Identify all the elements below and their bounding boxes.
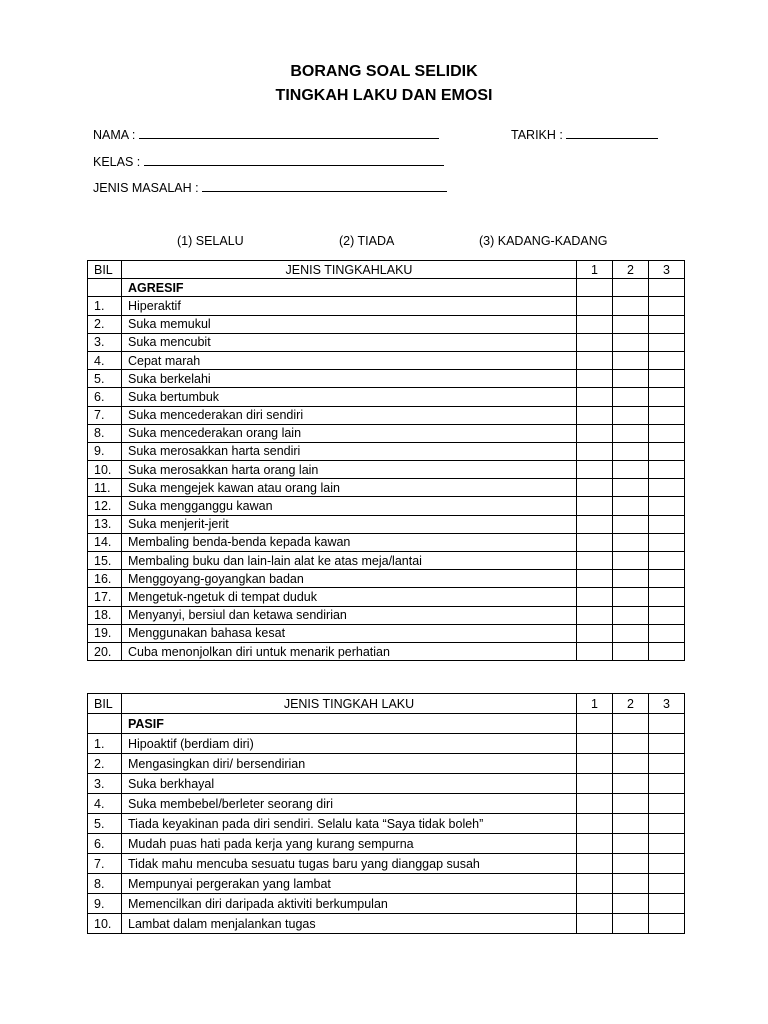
rating-cell-1[interactable] — [577, 515, 613, 533]
row-number: 1. — [88, 297, 122, 315]
rating-cell[interactable] — [613, 714, 649, 734]
rating-cell-2[interactable] — [613, 442, 649, 460]
row-number: 3. — [88, 774, 122, 794]
rating-cell-2[interactable] — [613, 370, 649, 388]
rating-cell-1[interactable] — [577, 606, 613, 624]
rating-cell-1[interactable] — [577, 794, 613, 814]
col-1-header: 1 — [577, 261, 613, 279]
rating-cell-2[interactable] — [613, 894, 649, 914]
row-number: 9. — [88, 894, 122, 914]
table-row — [88, 774, 685, 794]
rating-cell-1[interactable] — [577, 588, 613, 606]
table-row — [88, 834, 685, 854]
form-title: BORANG SOAL SELIDIK — [290, 63, 478, 80]
table-row — [88, 370, 685, 388]
rating-cell-3[interactable] — [649, 442, 685, 460]
rating-cell-3[interactable] — [649, 406, 685, 424]
rating-cell-2[interactable] — [613, 834, 649, 854]
row-number: 17. — [88, 588, 122, 606]
section-row — [88, 279, 685, 297]
behaviour-label: Hiperaktif — [122, 297, 577, 315]
rating-cell-1[interactable] — [577, 351, 613, 369]
col-jenis-header: JENIS TINGKAHLAKU — [122, 261, 577, 279]
rating-cell-3[interactable] — [649, 814, 685, 834]
table-row — [88, 442, 685, 460]
rating-cell-1[interactable] — [577, 914, 613, 934]
behaviour-label: Suka mencederakan diri sendiri — [122, 406, 577, 424]
rating-cell-3[interactable] — [649, 461, 685, 479]
rating-cell-2[interactable] — [613, 461, 649, 479]
rating-cell-1[interactable] — [577, 814, 613, 834]
rating-cell-3[interactable] — [649, 424, 685, 442]
behaviour-label: Suka menjerit-jerit — [122, 515, 577, 533]
rating-cell-3[interactable] — [649, 533, 685, 551]
rating-cell-2[interactable] — [613, 814, 649, 834]
tarikh-label: TARIKH : — [511, 128, 563, 142]
row-number: 5. — [88, 814, 122, 834]
table-row — [88, 642, 685, 660]
rating-cell-3[interactable] — [649, 552, 685, 570]
rating-cell-3[interactable] — [649, 479, 685, 497]
rating-cell-2[interactable] — [613, 606, 649, 624]
rating-cell-2[interactable] — [613, 333, 649, 351]
behaviour-label: Cuba menonjolkan diri untuk menarik perhatian — [122, 642, 577, 660]
rating-cell-3[interactable] — [649, 834, 685, 854]
table-row — [88, 424, 685, 442]
rating-cell-3[interactable] — [649, 624, 685, 642]
behaviour-label: Lambat dalam menjalankan tugas — [122, 914, 577, 934]
row-number: 9. — [88, 442, 122, 460]
section-agresif: AGRESIF — [122, 279, 577, 297]
behaviour-label: Menyanyi, bersiul dan ketawa sendirian — [122, 606, 577, 624]
kelas-input-line[interactable] — [144, 154, 444, 166]
rating-cell-2[interactable] — [613, 297, 649, 315]
rating-cell-3[interactable] — [649, 388, 685, 406]
table-row — [88, 497, 685, 515]
rating-cell-3[interactable] — [649, 297, 685, 315]
row-number: 11. — [88, 479, 122, 497]
rating-cell-1[interactable] — [577, 442, 613, 460]
row-number: 1. — [88, 734, 122, 754]
table-row — [88, 479, 685, 497]
rating-cell-1[interactable] — [577, 854, 613, 874]
col-2-header: 2 — [613, 261, 649, 279]
row-number: 6. — [88, 388, 122, 406]
rating-cell-2[interactable] — [613, 794, 649, 814]
rating-cell-3[interactable] — [649, 874, 685, 894]
rating-cell-2[interactable] — [613, 874, 649, 894]
rating-cell-2[interactable] — [613, 315, 649, 333]
behaviour-label: Suka mengganggu kawan — [122, 497, 577, 515]
nama-field — [93, 127, 439, 142]
rating-cell-3[interactable] — [649, 370, 685, 388]
rating-cell-2[interactable] — [613, 388, 649, 406]
row-number: 7. — [88, 406, 122, 424]
nama-input-line[interactable] — [139, 127, 439, 139]
rating-cell-1[interactable] — [577, 533, 613, 551]
rating-cell[interactable] — [577, 714, 613, 734]
col-bil-header: BIL — [88, 694, 122, 714]
table-row — [88, 315, 685, 333]
section-row — [88, 714, 685, 734]
rating-cell-2[interactable] — [613, 515, 649, 533]
behaviour-label: Tidak mahu mencuba sesuatu tugas baru yang dianggap susah — [122, 854, 577, 874]
rating-cell-2[interactable] — [613, 351, 649, 369]
rating-cell-2[interactable] — [613, 774, 649, 794]
rating-cell[interactable] — [649, 279, 685, 297]
rating-cell-1[interactable] — [577, 479, 613, 497]
behaviour-label: Suka berkhayal — [122, 774, 577, 794]
row-number: 4. — [88, 351, 122, 369]
rating-cell-3[interactable] — [649, 333, 685, 351]
row-number: 8. — [88, 874, 122, 894]
behaviour-label: Menggunakan bahasa kesat — [122, 624, 577, 642]
rating-cell-3[interactable] — [649, 734, 685, 754]
rating-cell-3[interactable] — [649, 914, 685, 934]
rating-cell-2[interactable] — [613, 552, 649, 570]
rating-cell[interactable] — [613, 279, 649, 297]
rating-cell-1[interactable] — [577, 370, 613, 388]
rating-cell-1[interactable] — [577, 834, 613, 854]
tarikh-input-line[interactable] — [566, 127, 658, 139]
rating-cell-3[interactable] — [649, 351, 685, 369]
behaviour-label: Suka mengejek kawan atau orang lain — [122, 479, 577, 497]
rating-cell-2[interactable] — [613, 854, 649, 874]
row-number: 15. — [88, 552, 122, 570]
col-2-header: 2 — [613, 694, 649, 714]
behaviour-label: Mudah puas hati pada kerja yang kurang sempurna — [122, 834, 577, 854]
rating-cell-2[interactable] — [613, 533, 649, 551]
rating-cell-3[interactable] — [649, 894, 685, 914]
table-row — [88, 515, 685, 533]
col-3-header: 3 — [649, 694, 685, 714]
rating-cell-3[interactable] — [649, 754, 685, 774]
row-number: 10. — [88, 461, 122, 479]
rating-cell-2[interactable] — [613, 479, 649, 497]
behaviour-label: Suka berkelahi — [122, 370, 577, 388]
table-row — [88, 588, 685, 606]
row-number: 7. — [88, 854, 122, 874]
table-row — [88, 533, 685, 551]
rating-cell-3[interactable] — [649, 497, 685, 515]
rating-cell-3[interactable] — [649, 774, 685, 794]
rating-cell-1[interactable] — [577, 552, 613, 570]
kelas-field — [93, 154, 444, 169]
rating-cell-1[interactable] — [577, 874, 613, 894]
table-header-row — [88, 261, 685, 279]
legend-selalu: (1) SELALU — [177, 234, 244, 248]
behaviour-label: Membaling buku dan lain-lain alat ke atas meja/lantai — [122, 552, 577, 570]
rating-cell-1[interactable] — [577, 570, 613, 588]
rating-cell-3[interactable] — [649, 642, 685, 660]
behaviour-label: Mengetuk-ngetuk di tempat duduk — [122, 588, 577, 606]
table-row — [88, 406, 685, 424]
behaviour-label: Suka membebel/berleter seorang diri — [122, 794, 577, 814]
legend-kadang-kadang: (3) KADANG-KADANG — [479, 234, 608, 248]
rating-cell[interactable] — [649, 714, 685, 734]
behaviour-label: Suka merosakkan harta orang lain — [122, 461, 577, 479]
table-row — [88, 874, 685, 894]
row-number: 5. — [88, 370, 122, 388]
legend-tiada: (2) TIADA — [339, 234, 395, 248]
rating-cell-2[interactable] — [613, 642, 649, 660]
table-row — [88, 814, 685, 834]
rating-cell-3[interactable] — [649, 606, 685, 624]
rating-cell-1[interactable] — [577, 424, 613, 442]
behaviour-label: Suka mencubit — [122, 333, 577, 351]
row-number: 6. — [88, 834, 122, 854]
nama-label: NAMA : — [93, 128, 136, 142]
table-row — [88, 794, 685, 814]
rating-cell-1[interactable] — [577, 894, 613, 914]
rating-cell-3[interactable] — [649, 588, 685, 606]
behaviour-label: Menggoyang-goyangkan badan — [122, 570, 577, 588]
row-number: 10. — [88, 914, 122, 934]
section-pasif: PASIF — [122, 714, 577, 734]
rating-cell-1[interactable] — [577, 315, 613, 333]
row-number: 14. — [88, 533, 122, 551]
rating-cell-2[interactable] — [613, 406, 649, 424]
behaviour-label: Mempunyai pergerakan yang lambat — [122, 874, 577, 894]
row-number: 19. — [88, 624, 122, 642]
rating-cell-2[interactable] — [613, 424, 649, 442]
rating-cell-2[interactable] — [613, 754, 649, 774]
table-row — [88, 624, 685, 642]
row-number: 20. — [88, 642, 122, 660]
rating-cell-2[interactable] — [613, 570, 649, 588]
rating-cell-2[interactable] — [613, 734, 649, 754]
table-row — [88, 570, 685, 588]
jenis-masalah-field — [93, 180, 447, 195]
behaviour-label: Suka mencederakan orang lain — [122, 424, 577, 442]
table-row — [88, 461, 685, 479]
behaviour-label: Memencilkan diri daripada aktiviti berkumpulan — [122, 894, 577, 914]
behaviour-label: Mengasingkan diri/ bersendirian — [122, 754, 577, 774]
table-row — [88, 854, 685, 874]
table-row — [88, 734, 685, 754]
rating-cell-3[interactable] — [649, 794, 685, 814]
rating-cell-3[interactable] — [649, 315, 685, 333]
table-row — [88, 297, 685, 315]
behaviour-label: Suka memukul — [122, 315, 577, 333]
rating-cell-2[interactable] — [613, 588, 649, 606]
form-subtitle: TINGKAH LAKU DAN EMOSI — [275, 87, 493, 104]
rating-cell-1[interactable] — [577, 406, 613, 424]
rating-cell-1[interactable] — [577, 642, 613, 660]
row-number: 18. — [88, 606, 122, 624]
behaviour-label: Cepat marah — [122, 351, 577, 369]
kelas-label: KELAS : — [93, 155, 141, 169]
row-number: 16. — [88, 570, 122, 588]
behaviour-label: Hipoaktif (berdiam diri) — [122, 734, 577, 754]
row-number: 2. — [88, 315, 122, 333]
table-row — [88, 351, 685, 369]
row-number: 3. — [88, 333, 122, 351]
table-row — [88, 754, 685, 774]
rating-cell-1[interactable] — [577, 333, 613, 351]
behaviour-label: Suka merosakkan harta sendiri — [122, 442, 577, 460]
rating-cell-1[interactable] — [577, 774, 613, 794]
jenis-masalah-label: JENIS MASALAH : — [93, 181, 199, 195]
table-row — [88, 894, 685, 914]
col-bil-header: BIL — [88, 261, 122, 279]
rating-cell-1[interactable] — [577, 734, 613, 754]
row-number: 8. — [88, 424, 122, 442]
table-header-row — [88, 694, 685, 714]
rating-cell-3[interactable] — [649, 570, 685, 588]
row-number: 12. — [88, 497, 122, 515]
rating-cell-2[interactable] — [613, 624, 649, 642]
table-row — [88, 606, 685, 624]
col-1-header: 1 — [577, 694, 613, 714]
col-jenis-header: JENIS TINGKAH LAKU — [122, 694, 577, 714]
rating-cell-1[interactable] — [577, 461, 613, 479]
jenis-masalah-input-line[interactable] — [202, 180, 447, 192]
behaviour-label: Tiada keyakinan pada diri sendiri. Selalu kata “Saya tidak boleh” — [122, 814, 577, 834]
agresif-table — [87, 260, 685, 661]
col-3-header: 3 — [649, 261, 685, 279]
pasif-table — [87, 693, 685, 934]
rating-cell-1[interactable] — [577, 497, 613, 515]
row-number: 2. — [88, 754, 122, 774]
rating-cell-1[interactable] — [577, 624, 613, 642]
table-row — [88, 388, 685, 406]
row-number: 4. — [88, 794, 122, 814]
rating-cell-2[interactable] — [613, 497, 649, 515]
behaviour-label: Membaling benda-benda kepada kawan — [122, 533, 577, 551]
rating-cell[interactable] — [577, 279, 613, 297]
table-row — [88, 552, 685, 570]
rating-cell-1[interactable] — [577, 754, 613, 774]
rating-cell-1[interactable] — [577, 388, 613, 406]
table-row — [88, 914, 685, 934]
row-number: 13. — [88, 515, 122, 533]
table-row — [88, 333, 685, 351]
rating-cell-2[interactable] — [613, 914, 649, 934]
tarikh-field — [511, 127, 658, 142]
rating-cell-3[interactable] — [649, 854, 685, 874]
rating-cell-1[interactable] — [577, 297, 613, 315]
rating-cell-3[interactable] — [649, 515, 685, 533]
behaviour-label: Suka bertumbuk — [122, 388, 577, 406]
